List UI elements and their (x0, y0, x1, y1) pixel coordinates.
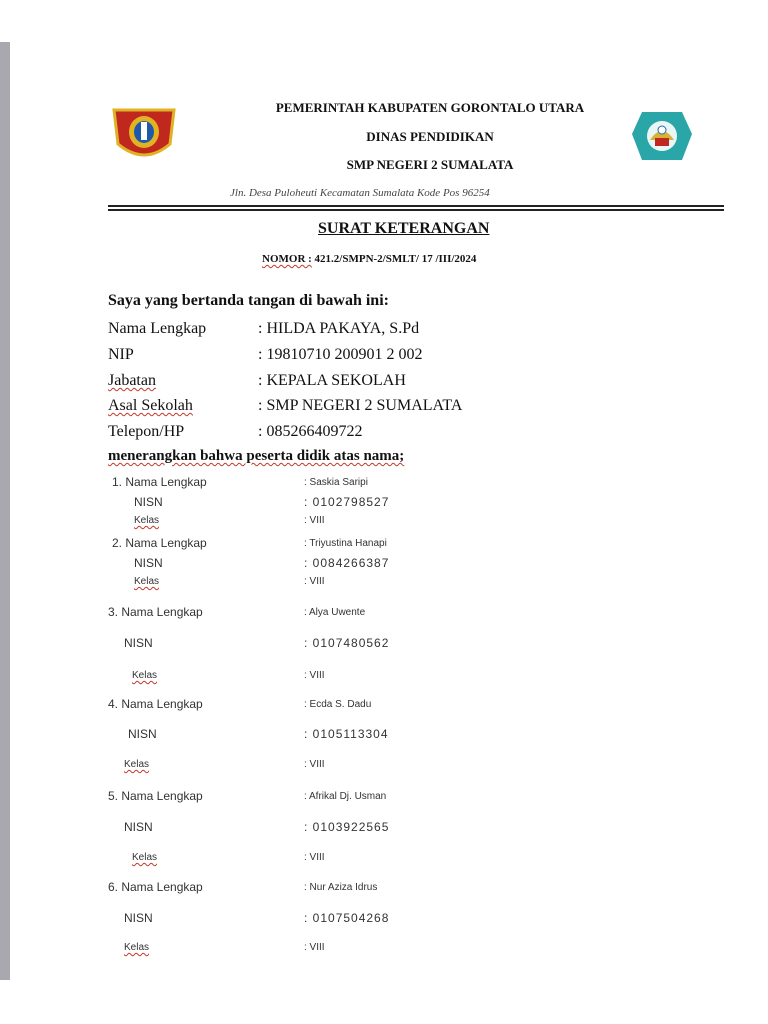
student-1-class-label (134, 515, 159, 526)
student-4-class-value: : VIII (304, 759, 325, 770)
header-department-line: DINAS PENDIDIKAN (366, 129, 494, 144)
student-3-name-label: 3. Nama Lengkap (108, 605, 203, 619)
student-2-nisn-label: NISN (134, 556, 163, 570)
regency-emblem-logo (110, 104, 178, 166)
header-rule-top (108, 205, 724, 207)
student-2-class-label (134, 576, 159, 587)
signer-phone-label: Telepon/HP (108, 423, 185, 440)
student-5-class-value: : VIII (304, 852, 325, 863)
letter-number-label: NOMOR : (262, 253, 312, 265)
signer-school-value: : SMP NEGERI 2 SUMALATA (258, 397, 463, 414)
header-school-line: SMP NEGERI 2 SUMALATA (346, 157, 514, 172)
letter-number (262, 253, 476, 265)
student-3-class-label-text: Kelas (132, 670, 158, 681)
student-2-name-label: 2. Nama Lengkap (112, 536, 207, 550)
student-5-class-label (132, 852, 157, 863)
student-3-class-value: : VIII (304, 670, 325, 681)
student-6-name-value: : Nur Aziza Idrus (304, 882, 378, 893)
student-6-class-value: : VIII (304, 942, 325, 953)
letter-number-value: 421.2/SMPN-2/SMLT/ 17 /III/2024 (311, 253, 477, 265)
student-5-class-label-text: Kelas (132, 852, 158, 863)
student-4-name-label: 4. Nama Lengkap (108, 697, 203, 711)
student-5-name-label: 5. Nama Lengkap (108, 789, 203, 803)
student-1-name-value: : Saskia Saripi (304, 477, 368, 488)
student-4-class-label (124, 759, 149, 770)
signer-school-label-text: Asal Sekolah (108, 397, 193, 414)
student-6-nisn-value: : 0107504268 (304, 911, 390, 925)
signer-position-label-text: Jabatan (108, 372, 156, 389)
student-2-nisn-value: : 0084266387 (304, 556, 390, 570)
statement-text-content: menerangkan bahwa peserta didik atas nama; (108, 448, 405, 464)
student-1-class-value: : VIII (304, 515, 325, 526)
signer-nip-label: NIP (108, 346, 134, 363)
signer-name-label: Nama Lengkap (108, 320, 207, 337)
intro-text: Saya yang bertanda tangan di bawah ini: (108, 292, 389, 309)
signer-position-label (108, 372, 156, 390)
student-3-class-label (132, 670, 157, 681)
student-3-nisn-value: : 0107480562 (304, 636, 390, 650)
student-1-nisn-label: NISN (134, 495, 163, 509)
student-4-nisn-value: : 0105113304 (304, 727, 389, 741)
signer-position-value: : KEPALA SEKOLAH (258, 372, 406, 389)
student-2-name-value: : Triyustina Hanapi (304, 538, 387, 549)
student-5-name-value: : Afrikal Dj. Usman (304, 791, 387, 802)
student-6-name-label: 6. Nama Lengkap (108, 880, 203, 894)
student-3-nisn-label: NISN (124, 636, 153, 650)
student-4-name-value: : Ecda S. Dadu (304, 699, 372, 710)
header-government-line: PEMERINTAH KABUPATEN GORONTALO UTARA (275, 100, 585, 115)
student-3-name-value: : Alya Uwente (304, 607, 366, 618)
letter-title: SURAT KETERANGAN (318, 220, 490, 237)
student-6-nisn-label: NISN (124, 911, 153, 925)
signer-name-value: : HILDA PAKAYA, S.Pd (258, 320, 420, 337)
student-1-name-label: 1. Nama Lengkap (112, 475, 207, 489)
student-1-class-label-text: Kelas (134, 515, 160, 526)
header-rule-bottom (108, 209, 724, 211)
student-2-class-label-text: Kelas (134, 576, 160, 587)
student-6-class-label-text: Kelas (124, 942, 150, 953)
signer-school-label (108, 397, 193, 415)
student-4-class-label-text: Kelas (124, 759, 150, 770)
statement-text (108, 448, 404, 465)
signer-nip-value: : 19810710 200901 2 002 (258, 346, 423, 363)
window-sidebar (0, 42, 10, 980)
student-4-nisn-label: NISN (128, 727, 157, 741)
student-5-nisn-value: : 0103922565 (304, 820, 390, 834)
student-5-nisn-label: NISN (124, 820, 153, 834)
header-address: Jln. Desa Puloheuti Kecamatan Sumalata Kode Pos 96254 (230, 187, 490, 199)
signer-phone-value: : 085266409722 (258, 423, 363, 440)
student-2-class-value: : VIII (304, 576, 325, 587)
student-6-class-label (124, 942, 149, 953)
student-1-nisn-value: : 0102798527 (304, 495, 390, 509)
